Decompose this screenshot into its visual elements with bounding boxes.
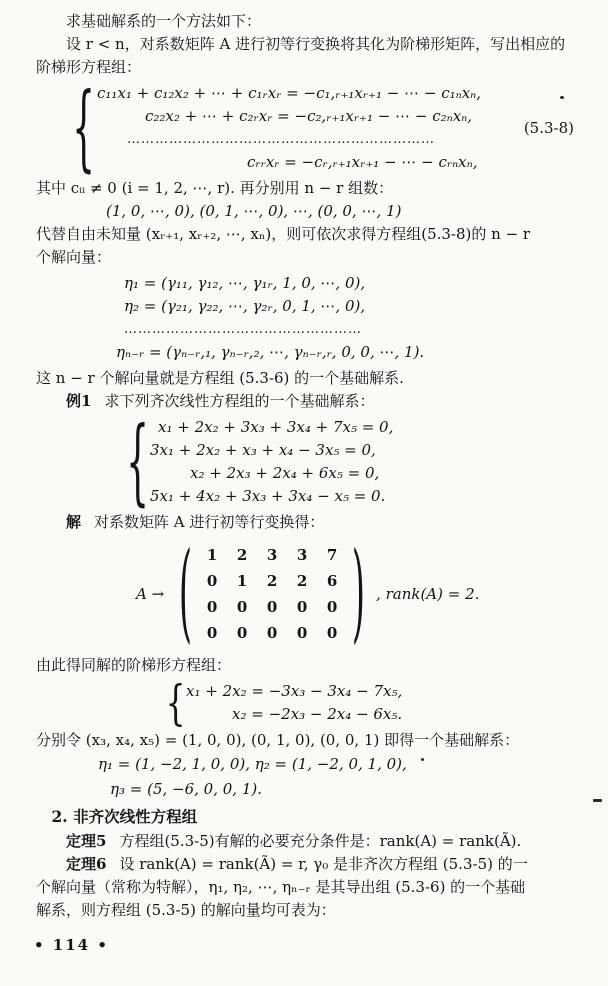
- eq538-row-1: c₁₁x₁ + c₁₂x₂ + ⋯ + c₁ᵣxᵣ = −c₁,ᵣ₊₁xᵣ₊₁ − ⋯ − c₁ₙxₙ,: [97, 84, 482, 102]
- theorem6-line-3: 解系，则方程组 (5.3-5) 的解向量均可表为：: [36, 901, 336, 919]
- theorem6-line-2: 个解向量（常称为特解），η₁, η₂, ⋯, ηₙ₋ᵣ 是其导出组 (5.3-6) 的一个基础: [36, 878, 526, 896]
- theorem6-line-1: [36, 853, 580, 876]
- example1-label: 例1: [66, 392, 92, 410]
- theorem6-label: 定理6: [66, 855, 107, 873]
- solution-label: 解: [66, 513, 82, 531]
- matrix-cell: 3: [266, 546, 278, 564]
- matrix-cell: 0: [206, 624, 218, 642]
- echelon-row-1: x₁ + 2x₂ = −3x₃ − 3x₄ − 7x₅,: [186, 682, 403, 700]
- intro-line-3: 阶梯形方程组：: [36, 58, 142, 76]
- theorem5-line: [36, 830, 580, 853]
- unit-tuples-line: (1, 0, ⋯, 0), (0, 1, ⋯, 0), ⋯, (0, 0, ⋯, 1): [106, 202, 402, 220]
- equation-number-5-3-8: (5.3-8): [523, 119, 574, 137]
- matrix-cell: 0: [266, 624, 278, 642]
- system-row-1: x₁ + 2x₂ + 3x₃ + 3x₄ + 7x₅ = 0,: [158, 418, 394, 436]
- scan-speck: [560, 96, 564, 99]
- scan-speck: [593, 799, 602, 802]
- scan-speck: [421, 758, 424, 761]
- matrix-cell: 1: [206, 546, 218, 564]
- eta-dots: ……………………………………………: [124, 322, 362, 337]
- rank-note: , rank(A) = 2.: [376, 585, 480, 603]
- matrix-cell: 7: [326, 546, 338, 564]
- para-cii-condition: 其中 cᵢᵢ ≠ 0 (i = 1, 2, ⋯, r). 再分别用 n − r 组数：: [36, 179, 394, 197]
- echelon-row-2: x₂ = −2x₃ − 2x₄ − 6x₅.: [232, 705, 403, 723]
- matrix-cell: 1: [236, 572, 248, 590]
- eq538-dots: …………………………………………………………: [127, 132, 435, 147]
- left-paren-icon: (: [179, 528, 193, 656]
- assign-line: 分别令 (x₃, x₄, x₅) = (1, 0, 0), (0, 1, 0), (0, 0, 1) 即得一个基础解系：: [36, 731, 520, 749]
- matrix-cell: 0: [326, 624, 338, 642]
- system-row-2: 3x₁ + 2x₂ + x₃ + x₄ − 3x₅ = 0,: [150, 441, 376, 459]
- theorem5-label: 定理5: [66, 832, 107, 850]
- matrix-cell: 6: [326, 572, 338, 590]
- system-row-4: 5x₁ + 4x₂ + 3x₃ + 3x₄ − x₅ = 0.: [150, 487, 386, 505]
- echelon-equation-system: [165, 675, 580, 731]
- para-replace-line-1: 代替自由未知量 (xᵣ₊₁, xᵣ₊₂, ⋯, xₙ)，则可依次求得方程组(5.3-8)的 n − r: [36, 225, 531, 243]
- eta-vectors-block: [116, 272, 580, 364]
- para-basis-conclusion: 这 n − r 个解向量就是方程组 (5.3-6) 的一个基础解系.: [36, 369, 404, 387]
- system-row-3: x₂ + 2x₃ + 2x₄ + 6x₅ = 0,: [190, 464, 380, 482]
- page-number: • 114 •: [34, 936, 109, 954]
- eta-row-2: η₂ = (γ₂₁, γ₂₂, ⋯, γ₂ᵣ, 0, 1, ⋯, 0),: [124, 297, 366, 315]
- echelon-intro: 由此得同解的阶梯形方程组：: [36, 656, 232, 674]
- intro-line-2: 设 r < n，对系数矩阵 A 进行初等行变换将其化为阶梯形矩阵，写出相应的: [66, 35, 566, 53]
- eq538-row-3: cᵣᵣxᵣ = −cᵣ,ᵣ₊₁xᵣ₊₁ − ⋯ − cᵣₙxₙ,: [247, 153, 478, 171]
- theorem6-text-1: 设 rank(A) = rank(Ã) = r, γ₀ 是非齐次方程组 (5.3-5) 的一: [119, 855, 528, 873]
- left-brace-icon: {: [126, 407, 149, 517]
- eq538-row-2: c₂₂x₂ + ⋯ + c₂ᵣxᵣ = −c₂,ᵣ₊₁xᵣ₊₁ − ⋯ − c₂ₙxₙ,: [145, 107, 472, 125]
- example1-text: 求下列齐次线性方程组的一个基础解系：: [104, 392, 375, 410]
- matrix-cell: 0: [206, 598, 218, 616]
- theorem5-text: 方程组(5.3-5)有解的必要充分条件是：rank(A) = rank(Ã).: [119, 832, 522, 850]
- matrix-transformation: [136, 528, 580, 656]
- section-2-heading: 2. 非齐次线性方程组: [51, 807, 198, 826]
- intro-line-1: 求基础解系的一个方法如下：: [66, 12, 262, 30]
- eta-row-3: ηₙ₋ᵣ = (γₙ₋ᵣ,₁, γₙ₋ᵣ,₂, ⋯, γₙ₋ᵣ,ᵣ, 0, 0, ⋯, 1).: [116, 343, 425, 361]
- matrix-cell: 0: [296, 598, 308, 616]
- matrix-grid: [197, 542, 347, 646]
- left-brace-icon: {: [165, 675, 186, 731]
- matrix-cell: 0: [266, 598, 278, 616]
- matrix-cell: 0: [236, 598, 248, 616]
- equation-system-5-3-8: [72, 73, 580, 183]
- solution-heading: [36, 511, 580, 534]
- example1-heading: [36, 390, 580, 413]
- matrix-cell: 0: [296, 624, 308, 642]
- para-replace-line-2: 个解向量：: [36, 248, 112, 266]
- matrix-cell: 0: [326, 598, 338, 616]
- matrix-cell: 2: [296, 572, 308, 590]
- matrix-cell: 3: [296, 546, 308, 564]
- eta-values-line-2: η₃ = (5, −6, 0, 0, 1).: [110, 780, 263, 798]
- right-paren-icon: ): [352, 528, 366, 656]
- eta-values-line-1: η₁ = (1, −2, 1, 0, 0), η₂ = (1, −2, 0, 1, 0),: [98, 755, 407, 773]
- matrix-lhs: A →: [136, 585, 165, 603]
- left-brace-icon: {: [72, 73, 95, 183]
- matrix-cell: 2: [236, 546, 248, 564]
- matrix-cell: 0: [236, 624, 248, 642]
- example1-equation-system: [126, 407, 580, 517]
- eta-row-1: η₁ = (γ₁₁, γ₁₂, ⋯, γ₁ᵣ, 1, 0, ⋯, 0),: [124, 274, 366, 292]
- matrix-cell: 0: [206, 572, 218, 590]
- solution-text: 对系数矩阵 A 进行初等行变换得：: [94, 513, 325, 531]
- matrix-cell: 2: [266, 572, 278, 590]
